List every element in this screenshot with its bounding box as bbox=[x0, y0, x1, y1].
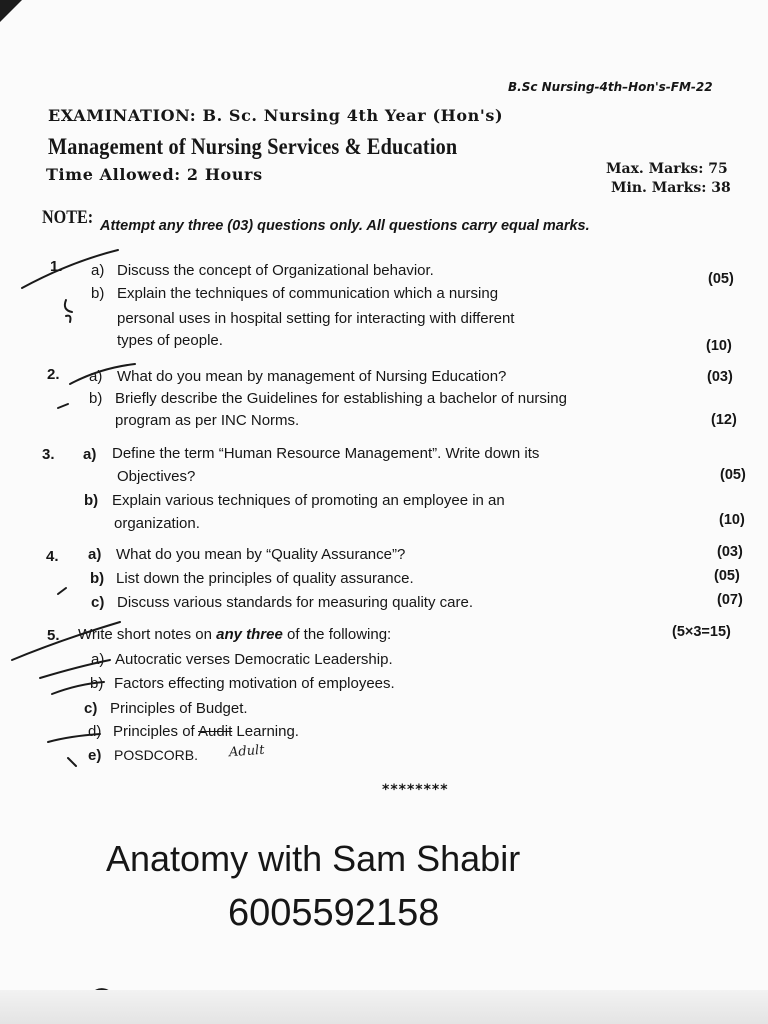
q5c-text: Principles of Budget. bbox=[110, 700, 248, 717]
q5d-label: d) bbox=[88, 723, 102, 740]
q5a-text: Autocratic verses Democratic Leadership. bbox=[115, 651, 393, 668]
examination-title: EXAMINATION: B. Sc. Nursing 4th Year (Hon's) bbox=[48, 106, 504, 125]
q3a-marks: (05) bbox=[720, 467, 746, 483]
min-marks: Min. Marks: 38 bbox=[611, 180, 731, 196]
q5-instruction-after: of the following: bbox=[282, 626, 392, 643]
q5e-label: e) bbox=[88, 747, 102, 764]
q1b-line1: Explain the techniques of communication which a nursing bbox=[117, 285, 499, 302]
pen-stroke-q5d bbox=[48, 734, 100, 742]
q5b-text: Factors effecting motivation of employees. bbox=[114, 675, 395, 692]
pen-stroke-q5a bbox=[40, 660, 110, 678]
q2a-marks: (03) bbox=[707, 369, 733, 385]
q4b-label: b) bbox=[90, 570, 105, 587]
q5d-text-post: Learning. bbox=[232, 723, 299, 740]
q5-instruction-before: Write short notes on bbox=[78, 626, 217, 643]
q4b-marks: (05) bbox=[714, 568, 740, 584]
q4a-marks: (03) bbox=[717, 544, 743, 560]
q5-marks: (5×3=15) bbox=[672, 624, 731, 640]
q2-number: 2. bbox=[47, 366, 60, 383]
note-text: Attempt any three (03) questions only. All questions carry equal marks. bbox=[100, 218, 590, 234]
q1b-marks: (10) bbox=[706, 338, 732, 354]
q2a-label: a) bbox=[89, 368, 103, 385]
promo-phone: 6005592158 bbox=[228, 892, 440, 934]
q4c-label: c) bbox=[91, 594, 105, 611]
q4c-marks: (07) bbox=[717, 592, 743, 608]
q4-number: 4. bbox=[46, 548, 59, 565]
paper-code: B.Sc Nursing-4th–Hon's-FM-22 bbox=[508, 80, 713, 94]
q4b-text: List down the principles of quality assurance. bbox=[116, 570, 414, 587]
q2b-label: b) bbox=[89, 390, 103, 407]
q1-number: 1. bbox=[50, 258, 63, 275]
pen-tick-q4 bbox=[58, 588, 66, 594]
q3-number: 3. bbox=[42, 446, 55, 463]
page-bottom-edge bbox=[0, 990, 768, 1024]
q3a-line2: Objectives? bbox=[117, 468, 196, 485]
max-marks: Max. Marks: 75 bbox=[606, 161, 728, 177]
q1b-label: b) bbox=[91, 285, 105, 302]
handwritten-note: Adult bbox=[228, 742, 265, 761]
q5-number: 5. bbox=[47, 627, 60, 644]
q5b-label: b) bbox=[90, 675, 104, 692]
pen-tick-q1b bbox=[65, 300, 72, 312]
q1a-text: Discuss the concept of Organizational behavior. bbox=[117, 262, 434, 279]
q2b-marks: (12) bbox=[711, 412, 737, 428]
q4a-text: What do you mean by “Quality Assurance”? bbox=[116, 546, 406, 563]
q1a-marks: (05) bbox=[708, 271, 734, 287]
q3b-label: b) bbox=[84, 492, 99, 509]
q3b-line2: organization. bbox=[114, 515, 200, 532]
q4c-text: Discuss various standards for measuring quality care. bbox=[117, 594, 473, 611]
pen-tick-q1b-2 bbox=[66, 316, 71, 322]
pen-tick-q5e bbox=[68, 758, 76, 766]
pen-stroke-q2 bbox=[70, 364, 135, 384]
pen-stroke-q5 bbox=[12, 622, 120, 660]
q4a-label: a) bbox=[88, 546, 102, 563]
q2a-text: What do you mean by management of Nursing Education? bbox=[117, 368, 507, 385]
pen-tick-q2b bbox=[58, 404, 68, 408]
q1b-line2: personal uses in hospital setting for interacting with different bbox=[117, 310, 515, 327]
q5d-struck: Audit bbox=[198, 723, 233, 740]
q5e-text: POSDCORB. bbox=[114, 747, 199, 763]
q5d-text-pre: Principles of bbox=[113, 723, 199, 740]
pen-stroke-q1 bbox=[22, 250, 118, 288]
q2b-line2: program as per INC Norms. bbox=[115, 412, 300, 429]
q2b-line1: Briefly describe the Guidelines for establishing a bachelor of nursing bbox=[115, 390, 567, 407]
q3b-line1: Explain various techniques of promoting an employee in an bbox=[112, 492, 505, 509]
time-allowed: Time Allowed: 2 Hours bbox=[46, 165, 263, 184]
subject-title: Management of Nursing Services & Education bbox=[48, 134, 458, 159]
note-label: NOTE: bbox=[42, 207, 94, 228]
pen-stroke-q5b bbox=[52, 682, 104, 694]
q1b-line3: types of people. bbox=[117, 332, 223, 349]
q5c-label: c) bbox=[84, 700, 98, 717]
q5-instruction-emph: any three bbox=[216, 626, 283, 643]
q3a-line1: Define the term “Human Resource Management”. Write down its bbox=[112, 445, 540, 462]
promo-name: Anatomy with Sam Shabir bbox=[106, 838, 521, 879]
q1a-label: a) bbox=[91, 262, 105, 279]
end-marker: ******** bbox=[382, 782, 449, 798]
q5a-label: a) bbox=[91, 651, 105, 668]
q3b-marks: (10) bbox=[719, 512, 745, 528]
q3a-label: a) bbox=[83, 446, 97, 463]
